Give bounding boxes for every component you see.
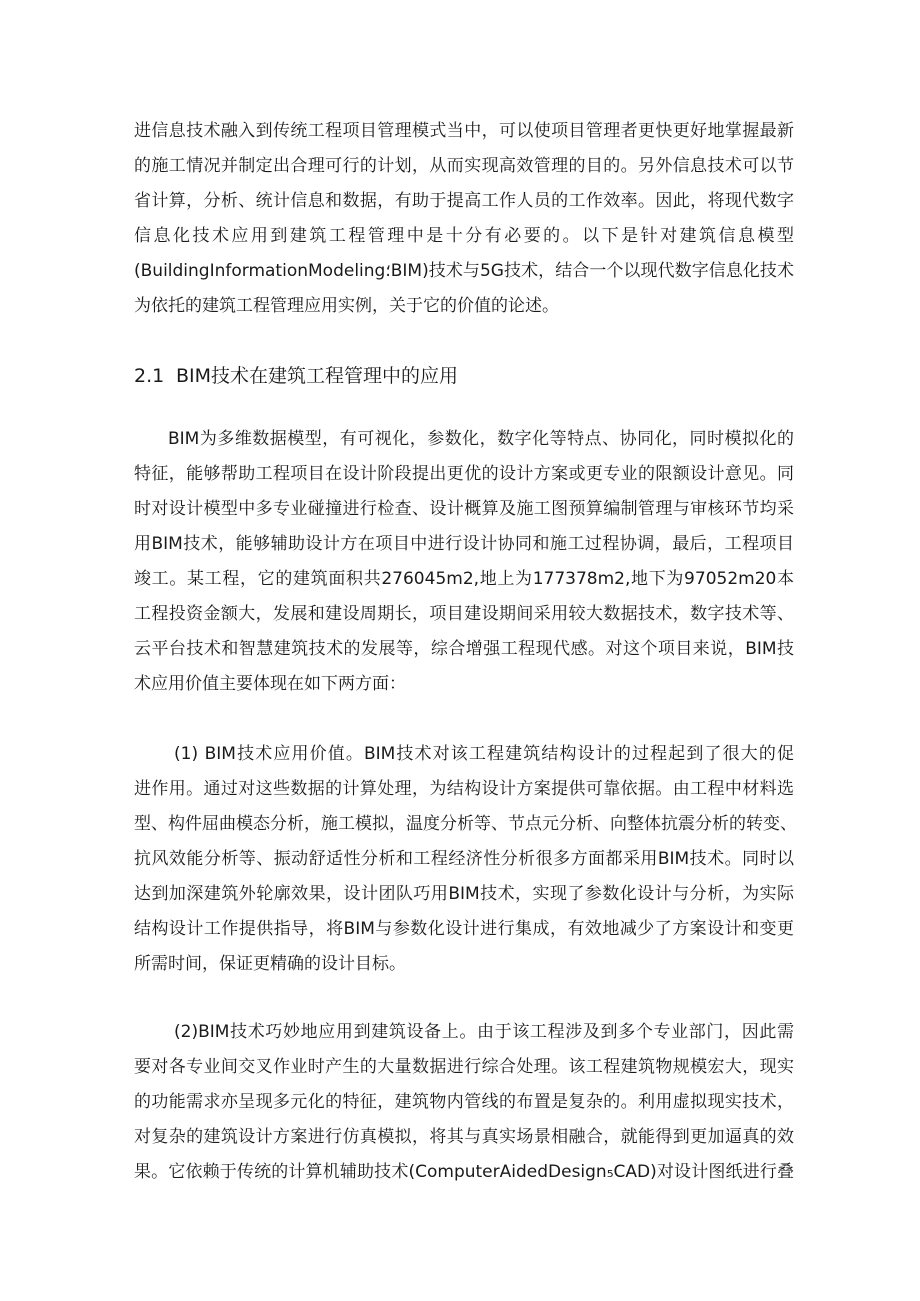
paragraph-line: (BuildingInformationModeling؛BIM)技术与5G技术，结合一个以现代数字信息化技术 [134,261,794,281]
paragraph-line: 所需时间，保证更精确的设计目标。 [134,954,406,974]
paragraph-line: 进作用。通过对这些数据的计算处理，为结构设计方案提供可靠依据。由工程中材料选 [134,779,794,799]
paragraph-line: 竣工。某工程，它的建筑面积共276045m2,地上为177378m2,地下为97052m20本 [134,569,794,589]
paragraph-line: 对复杂的建筑设计方案进行仿真模拟，将其与真实场景相融合，就能得到更加逼真的效 [134,1127,794,1147]
paragraph-line: 特征，能够帮助工程项目在设计阶段提出更优的设计方案或更专业的限额设计意见。同 [134,464,794,484]
paragraph-line: 省计算，分析、统计信息和数据，有助于提高工作人员的工作效率。因此，将现代数字 [134,191,794,211]
paragraph-line: (1) BIM技术应用价值。BIM技术对该工程建筑结构设计的过程起到了很大的促 [174,744,794,764]
section-number: 2.1 [134,365,165,387]
paragraph-line: 术应用价值主要体现在如下两方面： [134,674,406,694]
paragraph-line: 进信息技术融入到传统工程项目管理模式当中，可以使项目管理者更快更好地掌握最新 [134,121,794,141]
intro-paragraph [134,114,794,324]
bim-equipment-paragraph [134,1015,794,1190]
paragraph-line: 抗风效能分析等、振动舒适性分析和工程经济性分析很多方面都采用BIM技术。同时以 [134,849,794,869]
paragraph-line: 信息化技术应用到建筑工程管理中是十分有必要的。以下是针对建筑信息模型 [134,226,794,246]
paragraph-line: 时对设计模型中多专业碰撞进行检查、设计概算及施工图预算编制管理与审核环节均采 [134,499,794,519]
paragraph-line: 的功能需求亦呈现多元化的特征，建筑物内管线的布置是复杂的。利用虚拟现实技术， [134,1092,794,1112]
paragraph-line: 果。它依赖于传统的计算机辅助技术(ComputerAidedDesign₅CAD)对设计图纸进行叠 [134,1162,794,1182]
paragraph-line: 要对各专业间交叉作业时产生的大量数据进行综合处理。该工程建筑物规模宏大，现实 [134,1057,794,1077]
paragraph-line: 为依托的建筑工程管理应用实例，关于它的价值的论述。 [134,296,559,316]
paragraph-line: 用BIM技术，能够辅助设计方在项目中进行设计协同和施工过程协调，最后，工程项目 [134,534,794,554]
paragraph-line: 达到加深建筑外轮廓效果，设计团队巧用BIM技术，实现了参数化设计与分析，为实际 [134,884,794,904]
paragraph-line: 工程投资金额大，发展和建设周期长，项目建设期间采用较大数据技术，数字技术等、 [134,604,794,624]
paragraph-line: 结构设计工作提供指导，将BIM与参数化设计进行集成，有效地减少了方案设计和变更 [134,919,794,939]
bim-value-paragraph [134,737,797,982]
section-heading [134,361,458,391]
paragraph-line: 的施工情况并制定出合理可行的计划，从而实现高效管理的目的。另外信息技术可以节 [134,156,794,176]
paragraph-line: 云平台技术和智慧建筑技术的发展等，综合增强工程现代感。对这个项目来说，BIM技 [134,639,794,659]
bim-overview-paragraph [134,422,794,702]
section-title: BIM技术在建筑工程管理中的应用 [176,365,459,387]
paragraph-line: 型、构件屈曲模态分析，施工模拟，温度分析等、节点元分析、向整体抗震分析的转变、 [134,814,797,834]
paragraph-line: BIM为多维数据模型，有可视化，参数化，数字化等特点、协同化，同时模拟化的 [168,429,794,449]
paragraph-line: (2)BIM技术巧妙地应用到建筑设备上。由于该工程涉及到多个专业部门，因此需 [174,1022,794,1042]
